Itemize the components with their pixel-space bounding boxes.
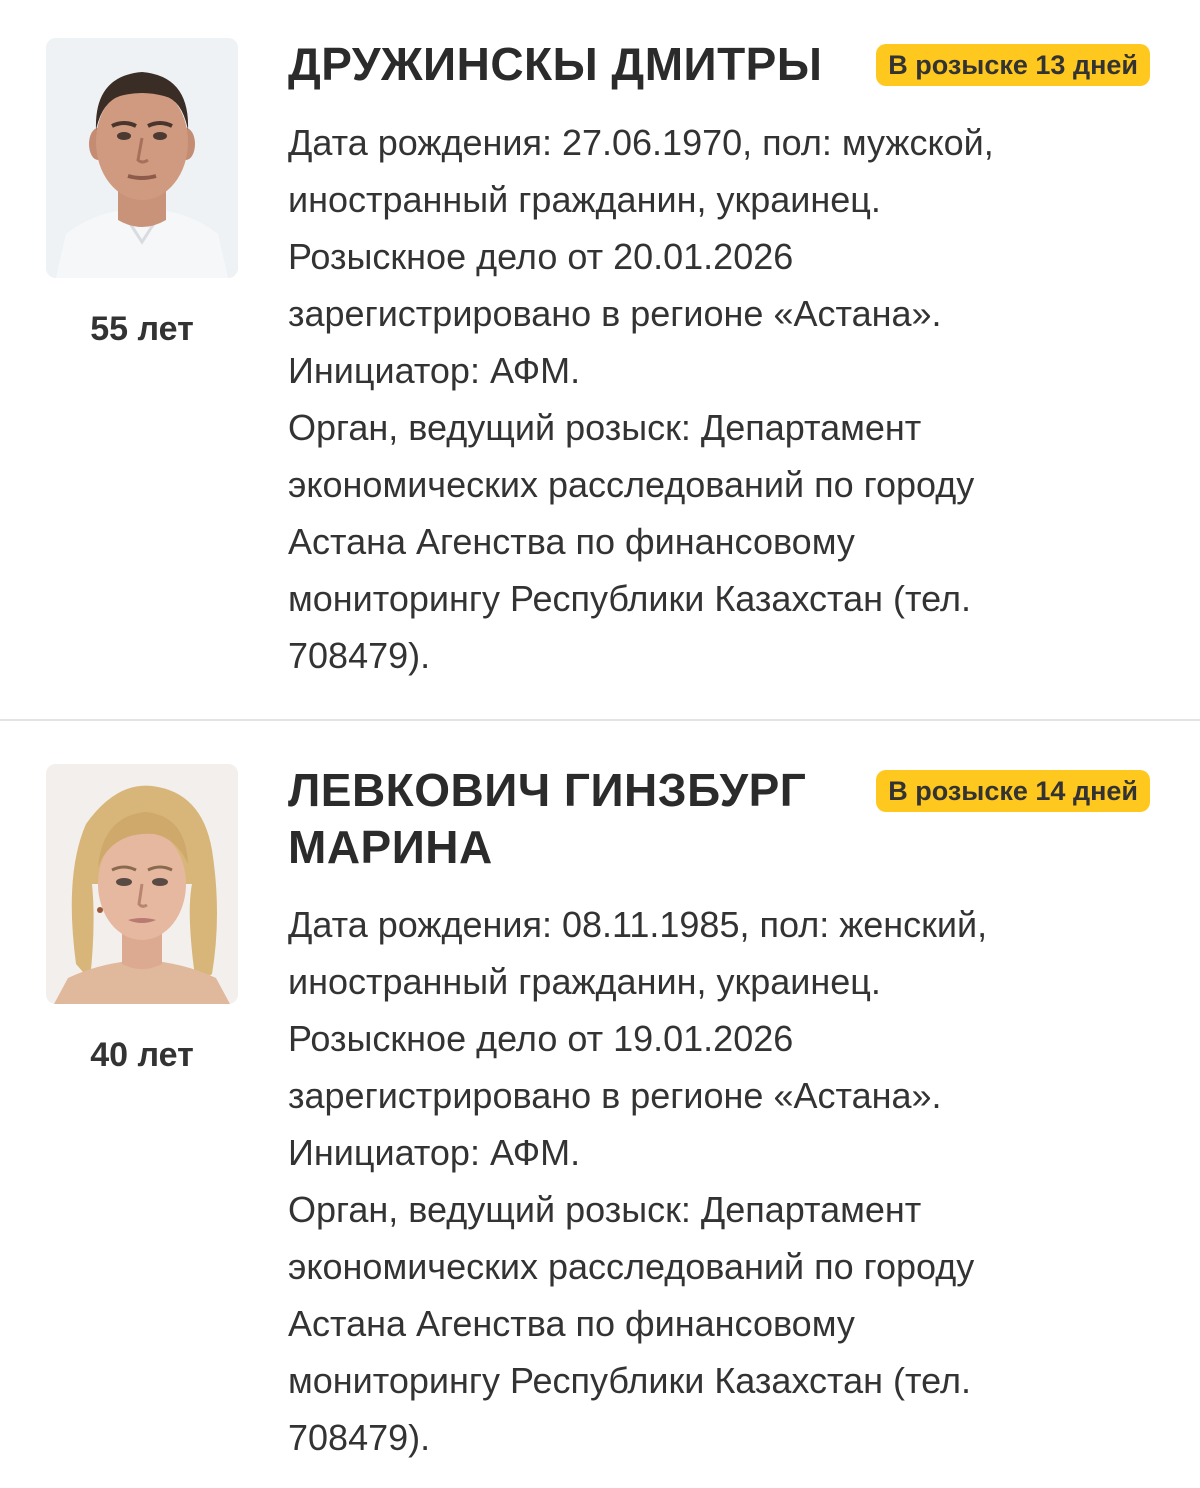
wanted-duration-badge: В розыске 14 дней bbox=[876, 770, 1150, 812]
detail-line: иностранный гражданин, украинец. bbox=[288, 179, 881, 220]
detail-line: экономических расследований по городу bbox=[288, 464, 975, 505]
card-divider bbox=[0, 719, 1200, 721]
detail-line: Дата рождения: 27.06.1970, пол: мужской, bbox=[288, 122, 994, 163]
person-name: ДРУЖИНСКЫ ДМИТРЫ bbox=[288, 38, 823, 90]
detail-line: мониторингу Республики Казахстан (тел. bbox=[288, 1360, 971, 1401]
wanted-card[interactable] bbox=[0, 722, 1200, 1488]
wanted-duration-badge: В розыске 13 дней bbox=[876, 44, 1150, 86]
detail-line: Розыскное дело от 19.01.2026 bbox=[288, 1018, 794, 1059]
person-details bbox=[288, 114, 1168, 684]
person-details bbox=[288, 896, 1168, 1466]
detail-line: Астана Агенства по финансовому bbox=[288, 521, 855, 562]
detail-line: Астана Агенства по финансовому bbox=[288, 1303, 855, 1344]
detail-line: зарегистрировано в регионе «Астана». bbox=[288, 1075, 942, 1116]
detail-line: Розыскное дело от 20.01.2026 bbox=[288, 236, 794, 277]
wanted-card[interactable] bbox=[0, 0, 1200, 720]
person-name-line: МАРИНА bbox=[288, 821, 493, 873]
age-label: 40 лет bbox=[90, 1036, 194, 1074]
detail-line: 708479). bbox=[288, 635, 431, 676]
female-portrait-photo bbox=[46, 764, 238, 1004]
detail-line: Орган, ведущий розыск: Департамент bbox=[288, 407, 922, 448]
detail-line: экономических расследований по городу bbox=[288, 1246, 975, 1287]
person-name bbox=[288, 762, 806, 876]
male-portrait-photo bbox=[46, 38, 238, 278]
detail-line: мониторингу Республики Казахстан (тел. bbox=[288, 578, 971, 619]
detail-line: Дата рождения: 08.11.1985, пол: женский, bbox=[288, 904, 988, 945]
detail-line: иностранный гражданин, украинец. bbox=[288, 961, 881, 1002]
detail-line: Инициатор: АФМ. bbox=[288, 350, 581, 391]
detail-line: зарегистрировано в регионе «Астана». bbox=[288, 293, 942, 334]
age-label: 55 лет bbox=[90, 310, 194, 348]
detail-line: Орган, ведущий розыск: Департамент bbox=[288, 1189, 922, 1230]
detail-line: Инициатор: АФМ. bbox=[288, 1132, 581, 1173]
detail-line: 708479). bbox=[288, 1417, 431, 1458]
person-name-line: ЛЕВКОВИЧ ГИНЗБУРГ bbox=[288, 764, 807, 816]
